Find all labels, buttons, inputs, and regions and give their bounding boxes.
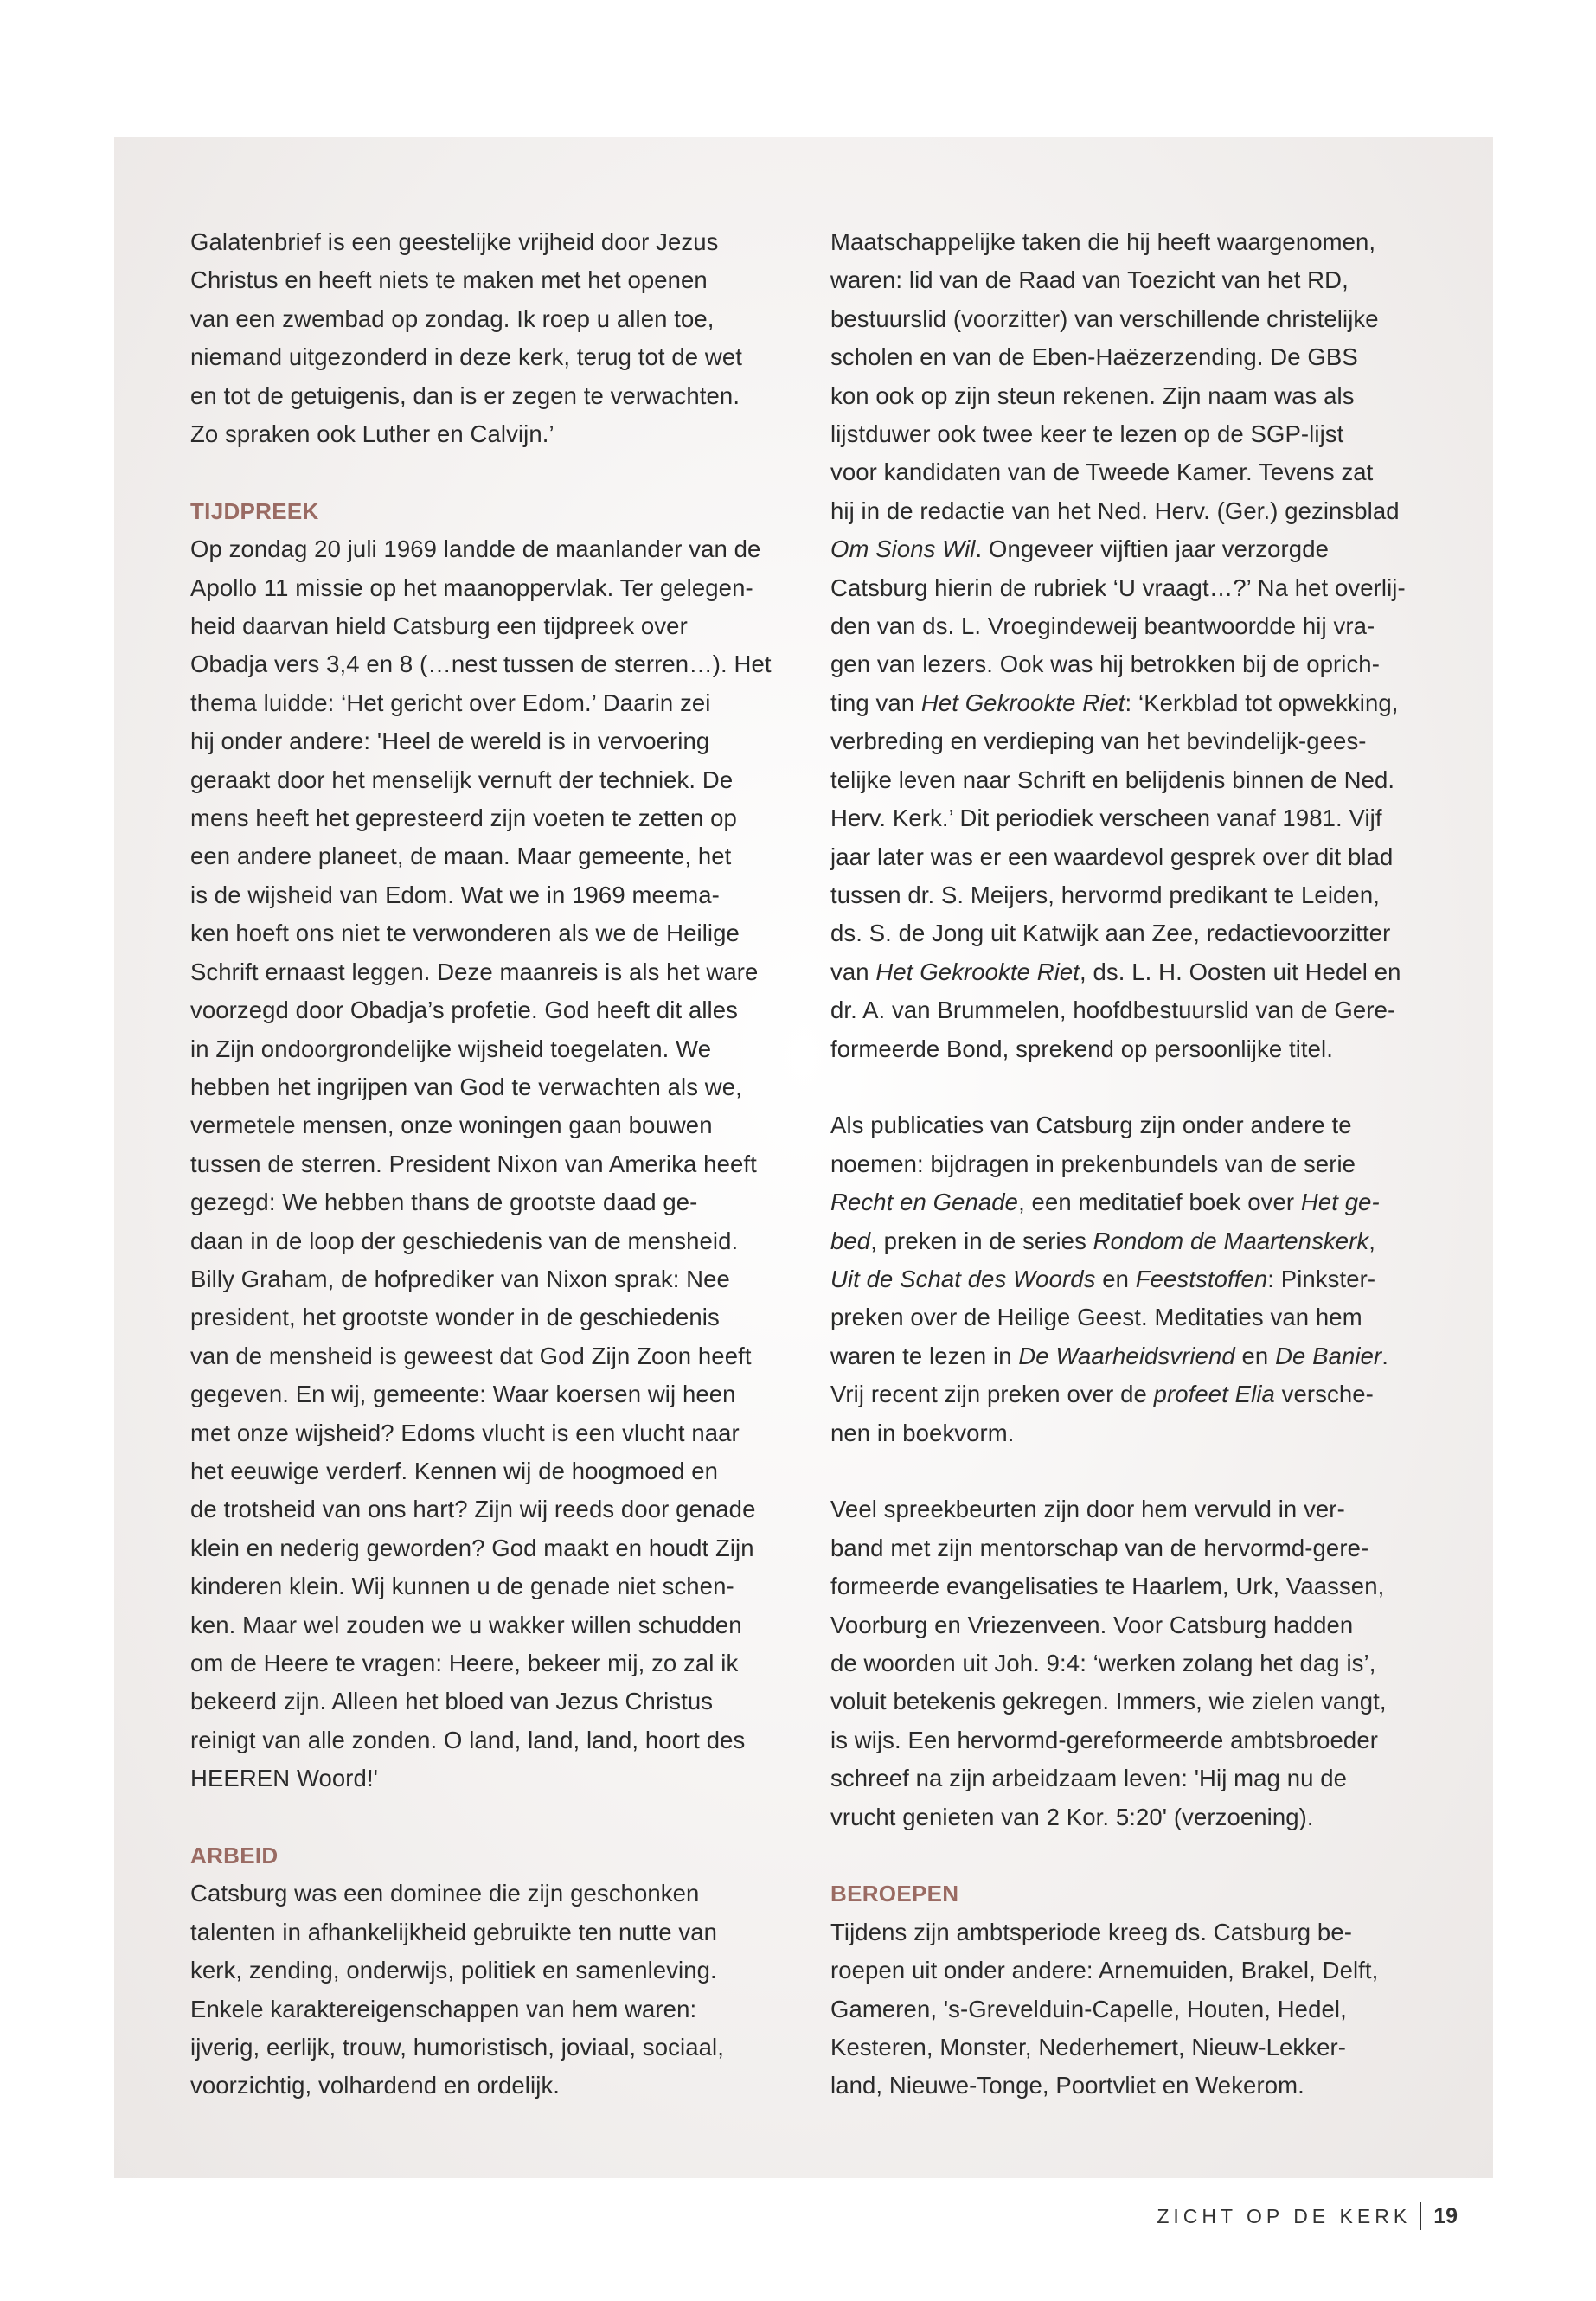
title-de-banier: De Banier [1275,1342,1382,1369]
right-column [830,223,1427,2106]
title-om-sions-wil: Om Sions Wil [830,535,976,563]
title-recht-en-genade: Recht en Genade [830,1189,1019,1216]
paragraph-tijdpreek: Op zondag 20 juli 1969 landde de maanlander van de Apollo 11 missie op het maanoppervlak. Ter gelegen- heid daarvan hield Catsburg een tijdpreek over Obadja vers 3,4 en 8 (…nest tussen de sterren…). Het thema luidde: ‘Het gericht over Edom.’ Daarin zei hij onder andere: 'Heel de wereld is in vervoering geraakt door het menselijk vernuft der techniek. De mens heeft het gepresteerd zijn voeten te zetten op een andere planeet, de maan. Maar gemeente, het is de wijsheid van Edom. Wat we in 1969 meema- ken hoeft ons niet te verwonderen als we de Heilige Schrift ernaast leggen. Deze maanreis is als het ware voorzegd door Obadja’s profetie. God heeft dit alles in Zijn ondoorgrondelijke wijsheid toegelaten. We hebben het ingrijpen van God te verwachten als we, vermetele mensen, onze woningen gaan bouwen tussen de sterren. President Nixon van Amerika heeft gezegd: We hebben thans de grootste daad ge- daan in de loop der geschiedenis van de mensheid. Billy Graham, de hofprediker van Nixon sprak: Nee president, het grootste wonder in de geschiedenis van de mensheid is geweest dat God Zijn Zoon heeft gegeven. En wij, gemeente: Waar koersen wij heen met onze wijsheid? Edoms vlucht is een vlucht naar het eeuwige verderf. Kennen wij de hoogmoed en de trotsheid van ons hart? Zijn wij reeds door genade klein en nederig geworden? God maakt en houdt Zijn kinderen klein. Wij kunnen u de genade niet schen- ken. Maar wel zouden we u wakker willen schudden om de Heere te vragen: Heere, bekeer mij, zo zal ik bekeerd zijn. Alleen het bloed van Jezus Christus reinigt van alle zonden. O land, land, land, hoort des HEEREN Woord!' [190,535,772,1792]
paragraph-maatschappelijke-taken [830,223,1427,1068]
text-run: . Vrij recent zijn preken over de [830,1342,1389,1408]
text-run: : ‘Kerkblad tot opwekking, verbreding en verdieping van het bevindelijk-gees- telijke leven naar Schrift en belijdenis binnen de Ned. Herv. Kerk.’ Dit periodiek verscheen vanaf 1981. Vijf jaar later was er een waardevol gesprek over dit blad tussen dr. S. Meijers, hervormd predikant te Leiden, ds. S. de Jong uit Katwijk aan Zee, redactievoorzitter van [830,689,1399,985]
text-run: Maatschappelijke taken die hij heeft waargenomen, waren: lid van de Raad van Toezicht van het RD, bestuurslid (voorzitter) van verschillende christelijke scholen en van de Eben-Haëzerzending. De GBS kon ook op zijn steun rekenen. Zijn naam was als lijstduwer ook twee keer te lezen op de SGP-lijst voor kandidaten van de Tweede Kamer. Tevens zat hij in de redactie van het Ned. Herv. (Ger.) gezinsblad [830,228,1400,524]
title-het-gebed: Het ge- bed [830,1189,1380,1254]
paragraph-gap [830,1452,1427,1490]
paragraph-arbeid: Catsburg was een dominee die zijn geschonken talenten in afhankelijkheid gebruikte ten nutte van kerk, zending, onderwijs, politiek en samenleving. Enkele karaktereigenschappen van hem waren: ijverig, eerlijk, trouw, humoristisch, joviaal, sociaal, voorzichtig, volhardend en ordelijk. [190,1880,724,2099]
magazine-name: ZICHT OP DE KERK [1157,2204,1412,2227]
text-run: , een meditatief boek over [1018,1189,1301,1216]
heading-tijdpreek: TIJDPREEK [190,497,319,524]
page-footer [1157,2199,1458,2234]
paragraph-gap [830,1836,1427,1875]
title-het-gekrookte-riet: Het Gekrookte Riet [875,958,1080,985]
paragraph-gap [190,453,787,491]
text-run: en [1234,1342,1276,1369]
paragraph-publicaties [830,1106,1427,1452]
paragraph-gap [830,1068,1427,1106]
paragraph-galatenbrief: Galatenbrief is een geestelijke vrijheid door Jezus Christus en heeft niets te maken met het openen van een zwembad op zondag. Ik roep u allen toe, niemand uitgezonderd in deze kerk, terug tot de wet en tot de getuigenis, dan is er zegen te verwachten. Zo spraken ook Luther en Calvijn.’ [190,228,742,448]
title-uit-de-schat-des-woords: Uit de Schat des Woords [830,1265,1096,1292]
left-column [190,223,787,2106]
paragraph-beroepen: Tijdens zijn ambtsperiode kreeg ds. Catsburg be- roepen uit onder andere: Arnemuiden, Brakel, Delft, Gameren, 's-Grevelduin-Capelle, Houten, Hedel, Kesteren, Monster, Nederhemert, Nieuw-Lekker- land, Nieuwe-Tonge, Poortvliet en Wekerom. [830,1918,1379,2099]
title-het-gekrookte-riet: Het Gekrookte Riet [920,689,1125,716]
heading-arbeid: ARBEID [190,1843,279,1869]
title-feeststoffen: Feeststoffen [1135,1265,1268,1292]
text-run: Als publicaties van Catsburg zijn onder andere te noemen: bijdragen in prekenbundels van de serie [830,1112,1356,1177]
text-run: : Pinkster- preken over de Heilige Geest. Meditaties van hem waren te lezen in [830,1265,1376,1369]
text-run: en [1095,1265,1136,1292]
title-profeet-elia: profeet Elia [1153,1381,1275,1408]
page-number: 19 [1433,2203,1458,2228]
paragraph-gap [190,1798,787,1836]
text-run: . Ongeveer vijftien jaar verzorgde Catsburg hierin de rubriek ‘U vraagt…?’ Na het overlij- den van ds. L. Vroegindeweij beantwoordde hij vra- gen van lezers. Ook was hij betrokken bij de oprich- ting van [830,535,1406,716]
paragraph-spreekbeurten: Veel spreekbeurten zijn door hem vervuld in ver- band met zijn mentorschap van de hervormd-gere- formeerde evangelisaties te Haarlem, Urk, Vaassen, Voorburg en Vriezenveen. Voor Catsburg hadden de woorden uit Joh. 9:4: ‘werken zolang het dag is’, voluit betekenis gekregen. Immers, wie zielen vangt, is wijs. Een hervormd-gereformeerde ambtsbroeder schreef na zijn arbeidzaam leven: 'Hij mag nu de vrucht genieten van 2 Kor. 5:20' (verzoening). [830,1496,1387,1830]
text-run: , [1368,1227,1376,1254]
heading-beroepen: BEROEPEN [830,1881,959,1907]
article-panel [114,137,1493,2178]
title-rondom-de-maartenskerk: Rondom de Maartenskerk [1093,1227,1369,1254]
text-run: , ds. L. H. Oosten uit Hedel en dr. A. van Brummelen, hoofdbestuurslid van de Gere- formeerde Bond, sprekend op persoonlijke titel. [830,958,1401,1062]
title-de-waarheidsvriend: De Waarheidsvriend [1018,1342,1235,1369]
text-run: , preken in de series [870,1227,1093,1254]
text-run: versche- nen in boekvorm. [830,1381,1374,1446]
footer-divider [1420,2202,1421,2230]
